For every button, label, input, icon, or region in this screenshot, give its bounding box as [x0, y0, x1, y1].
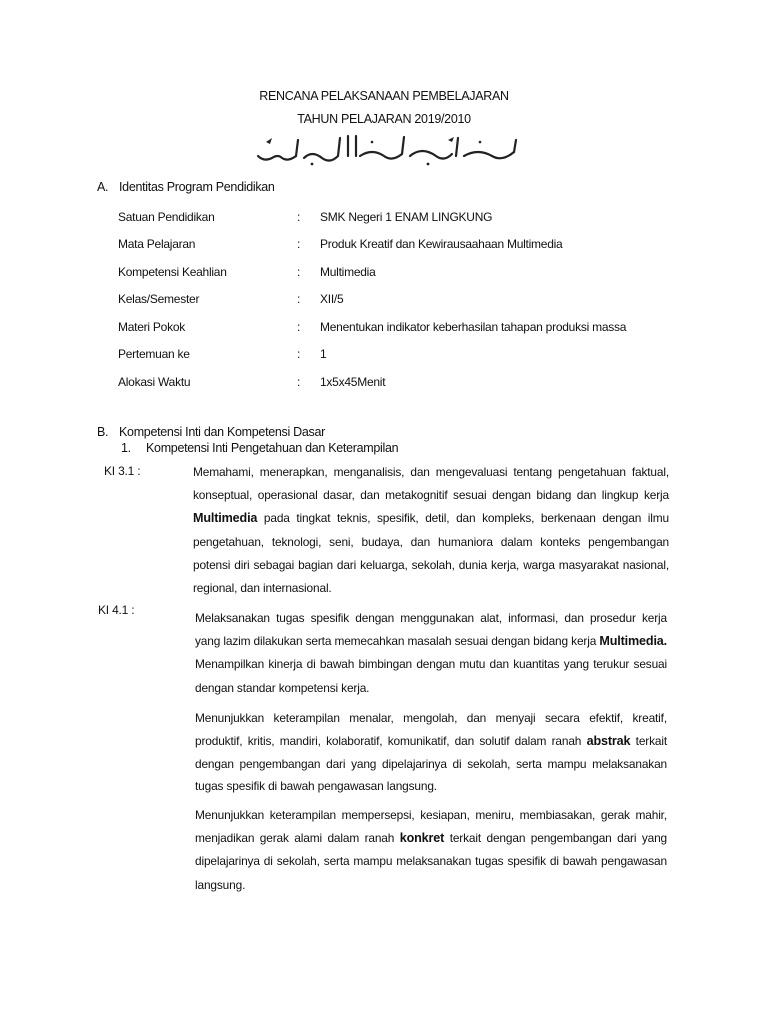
identity-row	[118, 347, 678, 363]
ki-4-1-p2-text: Menunjukkan keterampilan menalar, mengolah, dan menyaji secara efektif, kreatif, produktif, kritis, mandiri, kolaboratif, komunikatif, dan solutif dalam ranah	[195, 711, 667, 748]
identity-row	[118, 375, 678, 391]
ki-4-1-p3-bold-term: konkret	[399, 831, 445, 846]
ki-4-1-p1-text: Melaksanakan tugas spesifik dengan menggunakan alat, informasi, dan prosedur kerja yang lazim dilakukan serta memecahkan masalah sesuai dengan bidang kerja	[195, 611, 667, 649]
section-b-number: B.	[97, 425, 109, 439]
section-b-title: Kompetensi Inti dan Kompetensi Dasar	[119, 425, 325, 439]
identity-colon: :	[297, 320, 301, 334]
identity-label: Kompetensi Keahlian	[118, 265, 227, 279]
subsection-heading	[121, 441, 398, 455]
ki-4-1-p1-rest: Menampilkan kinerja di bawah bimbingan dengan mutu dan kuantitas yang terukur sesuai dengan standar kompetensi kerja.	[195, 657, 667, 695]
ki-4-1-paragraph-1	[195, 607, 667, 700]
ki-4-1-label: KI 4.1 :	[98, 603, 135, 617]
identity-label: Satuan Pendidikan	[118, 210, 215, 224]
identity-row	[118, 265, 678, 281]
ki-4-1-paragraph-2	[195, 707, 667, 798]
identity-value: 1	[320, 347, 327, 361]
identity-row	[118, 237, 678, 253]
document-title: RENCANA PELAKSANAAN PEMBELAJARAN	[259, 89, 509, 103]
subsection-number: 1.	[121, 441, 131, 455]
identity-value: 1x5x45Menit	[320, 375, 386, 389]
ki-3-1-text-part: Memahami, menerapkan, menganalisis, dan mengevaluasi tentang pengetahuan faktual, konseptual, operasional dasar, dan metakognitif sesuai dengan bidang dan lingkup kerja	[193, 465, 669, 503]
identity-value: Menentukan indikator keberhasilan tahapan produksi massa	[320, 320, 627, 334]
identity-colon: :	[297, 292, 301, 306]
identity-colon: :	[297, 347, 301, 361]
ki-4-1-p3-text: Menunjukkan keterampilan mempersepsi, kesiapan, meniru, membiasakan, gerak mahir, menjadikan gerak alami dalam ranah	[195, 808, 667, 846]
identity-label: Pertemuan ke	[118, 347, 190, 361]
identity-value: SMK Negeri 1 ENAM LINGKUNG	[320, 210, 493, 224]
identity-label: Materi Pokok	[118, 320, 186, 334]
ki-4-1-paragraph-3	[195, 804, 667, 897]
ki-3-1-bold-term: Multimedia	[193, 511, 258, 526]
identity-colon: :	[297, 237, 301, 251]
ki-3-1-text-rest: pada tingkat teknis, spesifik, detil, dan kompleks, berkenaan dengan ilmu pengetahuan, teknologi, seni, budaya, dan humaniora dalam konteks pengembangan potensi diri sebagai bagian dari keluarga, sekolah, dunia kerja, warga masyarakat nasional, regional, dan internasional.	[193, 511, 669, 596]
identity-value: Multimedia	[320, 265, 376, 279]
identity-colon: :	[297, 210, 301, 224]
identity-value: Produk Kreatif dan Kewirausaahaan Multimedia	[320, 237, 563, 251]
identity-value: XII/5	[320, 292, 344, 306]
identity-row	[118, 320, 678, 336]
identity-row	[118, 292, 678, 308]
section-a-heading	[97, 180, 275, 194]
section-a-number: A.	[97, 180, 109, 194]
ki-3-1-label: KI 3.1 :	[104, 464, 141, 478]
section-a-title: Identitas Program Pendidikan	[119, 180, 275, 194]
section-b-heading	[97, 425, 325, 439]
identity-label: Mata Pelajaran	[118, 237, 196, 251]
ki-4-1-p1-bold-term: Multimedia.	[599, 634, 667, 649]
identity-row	[118, 210, 678, 226]
identity-colon: :	[297, 265, 301, 279]
identity-label: Alokasi Waktu	[118, 375, 191, 389]
ki-4-1-p2-bold-term: abstrak	[586, 733, 631, 748]
ki-3-1-text	[193, 461, 669, 600]
bismillah-calligraphy	[252, 128, 522, 168]
subsection-title: Kompetensi Inti Pengetahuan dan Keterampilan	[146, 441, 399, 455]
document-subtitle: TAHUN PELAJARAN 2019/2010	[297, 112, 471, 126]
identity-colon: :	[297, 375, 301, 389]
ki-4-1-p2-rest: terkait dengan pengembangan dari yang dipelajarinya di sekolah, serta mampu melaksanakan tugas spesifik di bawah pengawasan langsung.	[195, 733, 668, 794]
identity-label: Kelas/Semester	[118, 292, 200, 306]
ki-4-1-p3-rest: terkait dengan pengembangan dari yang dipelajarinya di sekolah, serta mampu melaksanakan tugas spesifik di bawah pengawasan langsung.	[195, 831, 668, 892]
